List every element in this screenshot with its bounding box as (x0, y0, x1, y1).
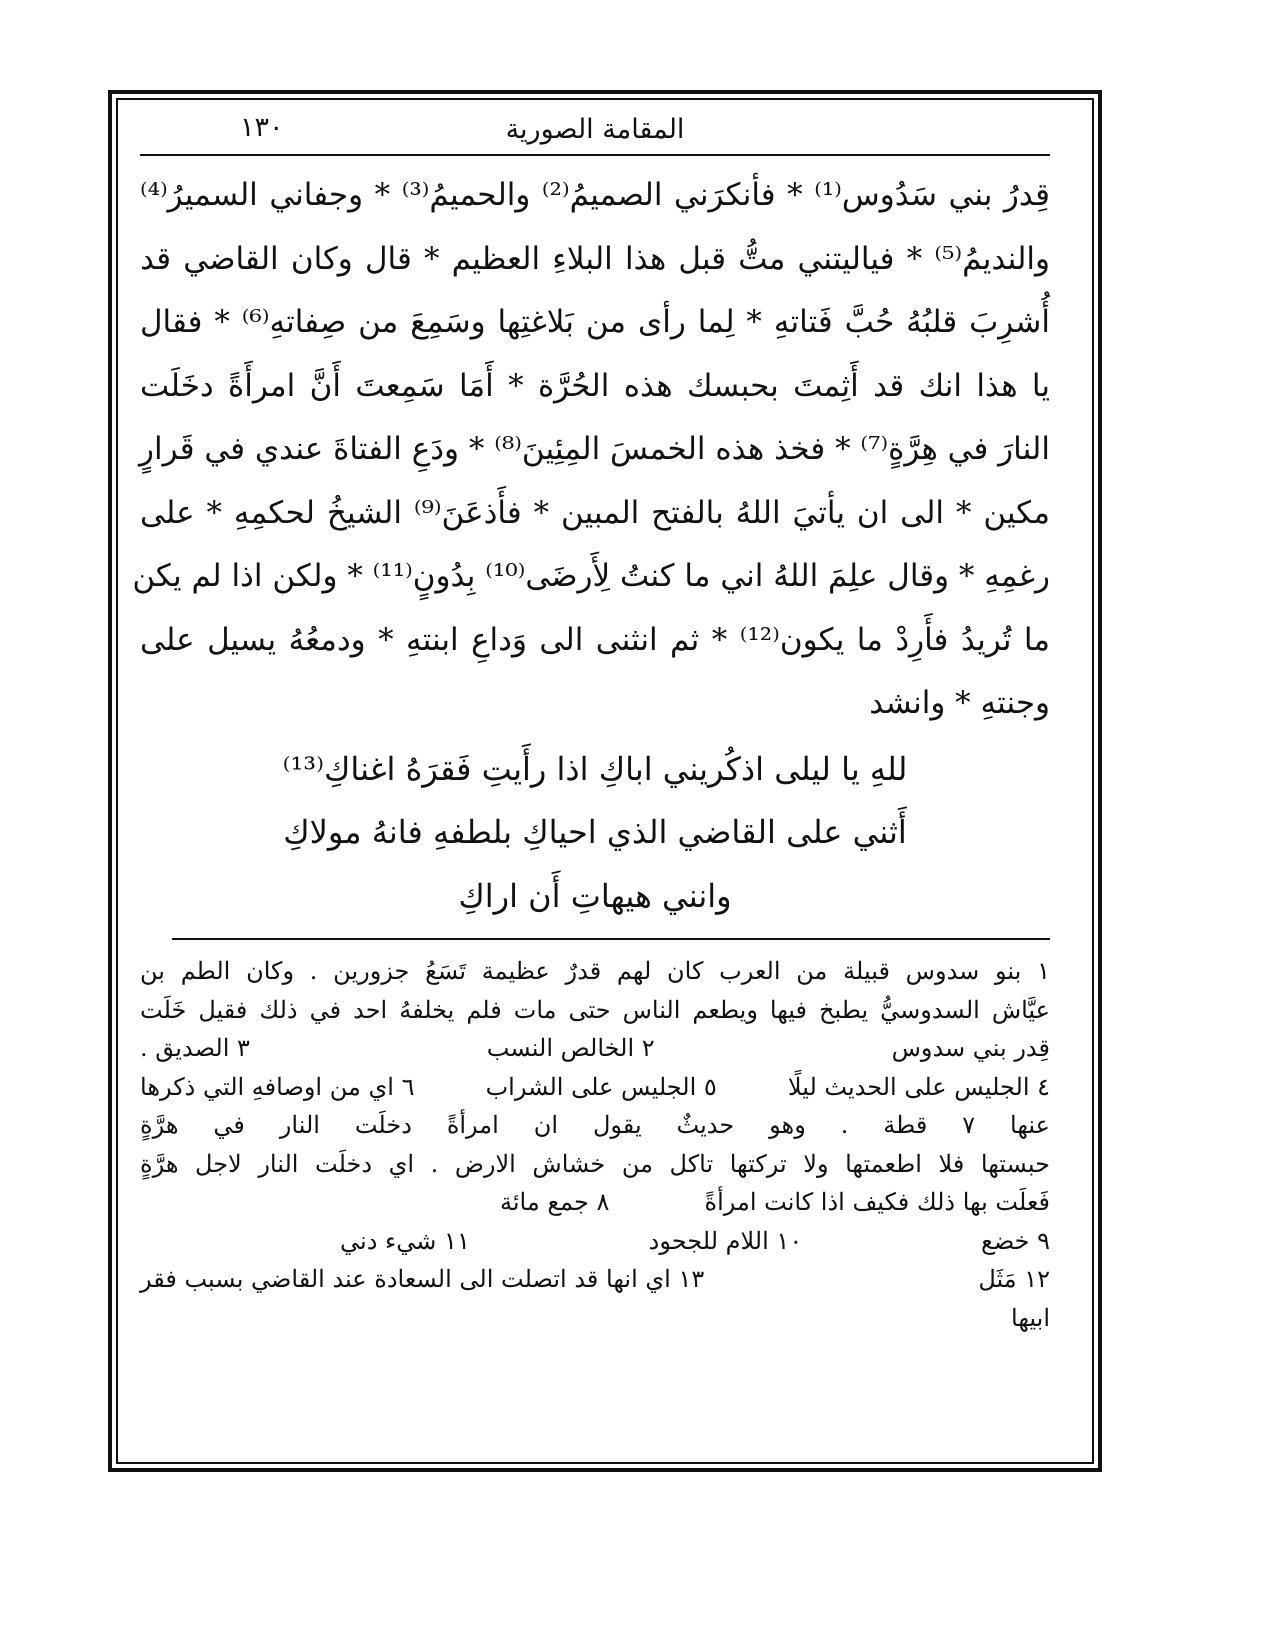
chapter-title: المقامة الصورية (505, 114, 685, 145)
footnote-item: ١٣ اي انها قد اتصلت الى السعادة عند القاضي بسبب فقر (140, 1265, 705, 1293)
footnote-item: قِدر بني سدوس (891, 1034, 1050, 1062)
header-rule (140, 154, 1050, 156)
footnote-item: ١٢ مَثَل (978, 1265, 1050, 1293)
text-line: مكين * الى ان يأتيَ اللهُ بالفتح المبين * فأَذعَنَ⁽⁹⁾ الشيخُ لحكمِهِ * على (140, 494, 1051, 531)
text-line: وجنتهِ * وانشد (869, 685, 1050, 721)
footnote-line: ١ بنو سدوس قبيلة من العرب كان لهم قدرٌ عظيمة تَسَعُ جزورين . وكان الطم بن (140, 957, 1050, 985)
text-line: النارَ في هِرَّةٍ⁽⁷⁾ * فخذ هذه الخمسَ المِئِينَ⁽⁸⁾ * ودَعِ الفتاةَ عندي في قَرارٍ (139, 431, 1050, 467)
running-header (140, 108, 1050, 154)
footnote-line: ابيها (1011, 1303, 1050, 1332)
footnote-item: ٥ الجليس على الشراب (485, 1072, 717, 1101)
footnote-row (140, 1222, 1050, 1261)
footnote-item: ١١ شيء دني (340, 1226, 470, 1255)
footnote-item: ٩ خضع (981, 1226, 1050, 1255)
footnote-item: ٣ الصديق . (140, 1034, 250, 1062)
verse-line: أَثني على القاضي الذي احياكِ بلطفهِ فانهُ مولاكِ (283, 813, 907, 851)
footnote-row (140, 1068, 1050, 1107)
text-line: أُشرِبَ قلبُهُ حُبَّ فَتاتهِ * لِما رأى من بَلاغتِها وسَمِعَ من صِفاتهِ⁽⁶⁾ * فقال (140, 304, 1050, 340)
footnote-item: فَعلَت بها ذلك فكيف اذا كانت امرأةً (704, 1188, 1050, 1216)
footnote-item: ٦ اي من اوصافهِ التي ذكرها (140, 1072, 415, 1101)
text-line: والنديمُ⁽⁵⁾ * فياليتني متُّ قبل هذا البلاءِ العظيم * قال وكان القاضي قد (140, 240, 1050, 277)
text-line: رغمِهِ * وقال علِمَ اللهُ اني ما كنتُ لِأَرضَى⁽¹⁰⁾ بِدُونٍ⁽¹¹⁾ * ولكن اذا لم يكن (132, 558, 1050, 594)
text-line: يا هذا انك قد أَثِمتَ بحبسك هذه الحُرَّة * أَمَا سَمِعتَ أَنَّ امرأَةً دخَلَت (140, 367, 1050, 404)
verse-line: للهِ يا ليلى اذكُريني اباكِ اذا رأَيتِ فَقرَهُ اغناكِ⁽¹³⁾ (282, 749, 908, 788)
text-line: قِدرُ بني سَدُوس⁽¹⁾ * فأنكرَني الصميمُ⁽²⁾ والحميمُ⁽³⁾ * وجفاني السميرُ⁽⁴⁾ (140, 177, 1050, 213)
footnote-row (140, 1183, 1050, 1222)
text-line: ما تُريدُ فأَرِدْ ما يكون⁽¹²⁾ * ثم انثنى الى وَداعِ ابنتهِ * ودمعُهُ يسيل على (140, 621, 1050, 658)
footnote-row (140, 1260, 1050, 1299)
poem (140, 738, 1050, 929)
footnotes (140, 952, 1050, 1337)
footnote-rule (172, 938, 1050, 940)
footnote-line: عنها ٧ قطة . وهو حديثٌ يقول ان امرأةً دخلَت النار في هرَّةٍ (140, 1111, 1050, 1139)
footnote-line: عيَّاش السدوسيُّ يطبخ فيها ويطعم الناس حتى مات فلم يخلفهُ احد في ذلك فقيل خَلَت (140, 995, 1050, 1024)
page-content (132, 108, 1051, 1337)
footnote-item: ١٠ اللام للجحود (648, 1226, 803, 1255)
main-text (132, 164, 1051, 736)
footnote-line: حبستها فلا اطعمتها ولا تركتها تاكل من خشاش الارض . اي دخلَت النار لاجل هرَّةٍ (140, 1149, 1050, 1178)
page-number: ١٣٠ (240, 112, 284, 143)
footnote-item: ٨ جمع مائة (500, 1188, 610, 1216)
verse-line: وانني هيهاتِ أَن اراكِ (458, 876, 732, 915)
footnote-row (140, 1029, 1050, 1068)
footnote-item: ٢ الخالص النسب (486, 1034, 655, 1062)
footnote-item: ٤ الجليس على الحديث ليلًا (787, 1072, 1050, 1101)
